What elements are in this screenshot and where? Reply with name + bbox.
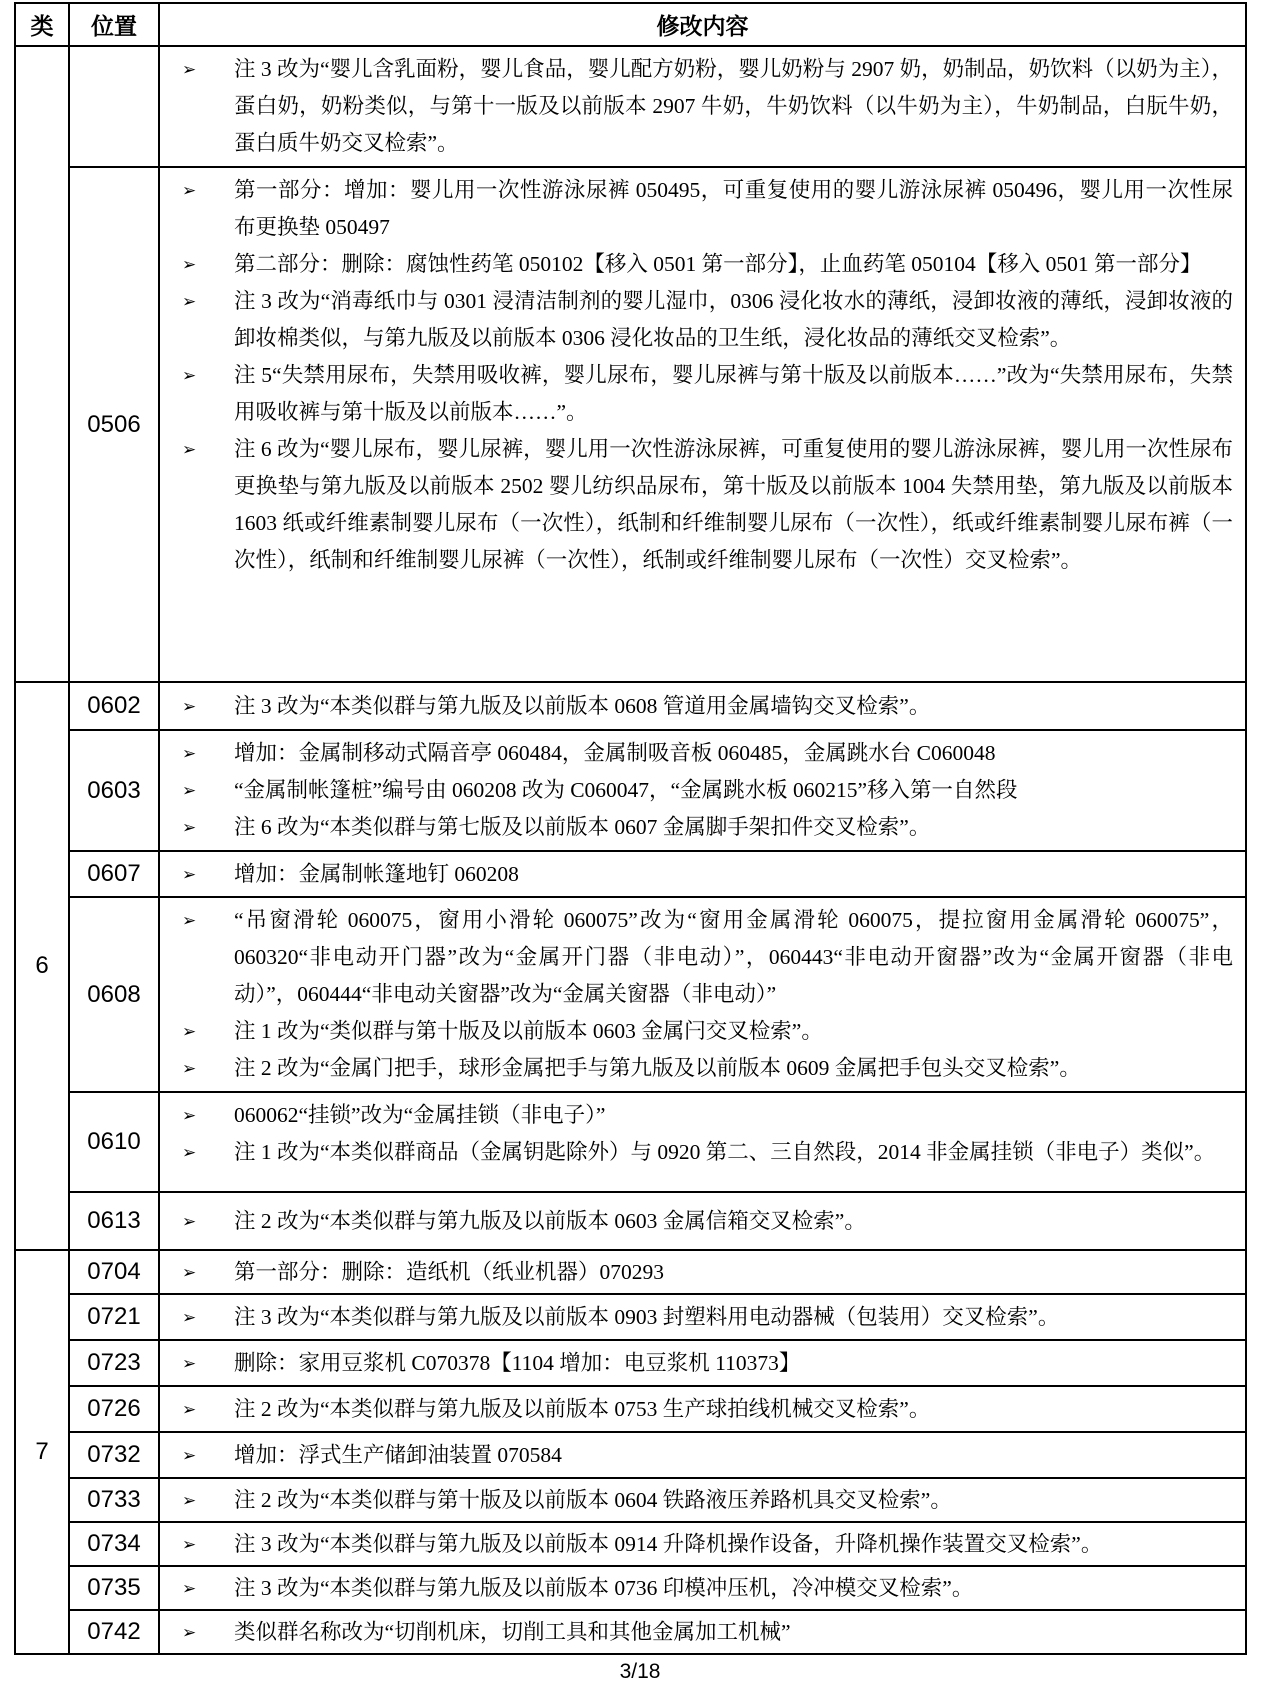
bullet-text: 注 3 改为“婴儿含乳面粉，婴儿食品，婴儿配方奶粉，婴儿奶粉与 2907 奶，奶制品，奶饮料（以奶为主），蛋白奶，奶粉类似，与第十一版及以前版本 2907 牛奶，牛奶饮料（以牛奶为主），牛奶制品，白朊牛奶，蛋白质牛奶交叉检索”。 <box>234 57 1233 155</box>
position-cell: 0733 <box>69 1478 159 1522</box>
bullet-text: “金属制帐篷桩”编号由 060208 改为 C060047，“金属跳水板 060215”移入第一自然段 <box>234 778 1018 802</box>
bullet-item <box>160 1570 1233 1607</box>
bullet-item <box>160 1482 1233 1519</box>
table-row <box>15 1294 1246 1340</box>
bullet-item <box>160 1299 1233 1336</box>
bullet-arrow-icon: ➢ <box>182 1622 197 1643</box>
bullet-item <box>160 1345 1233 1382</box>
table-row <box>15 1478 1246 1522</box>
table-row <box>15 1192 1246 1250</box>
position-cell: 0603 <box>69 730 159 851</box>
bullet-arrow-icon: ➢ <box>182 440 197 460</box>
bullet-arrow-icon: ➢ <box>182 1106 197 1126</box>
bullet-item <box>160 856 1233 893</box>
table-row <box>15 1386 1246 1432</box>
table-row <box>15 1340 1246 1386</box>
bullet-text: 第一部分：删除：造纸机（纸业机器）070293 <box>234 1259 665 1284</box>
bullet-text: 注 6 改为“本类似群与第七版及以前版本 0607 金属脚手架扣件交叉检索”。 <box>234 815 931 839</box>
position-cell: 0742 <box>69 1610 159 1654</box>
table-row <box>15 1610 1246 1654</box>
bullet-arrow-icon: ➢ <box>182 255 197 275</box>
content-cell <box>159 1478 1246 1522</box>
bullet-item <box>160 809 1233 846</box>
position-cell: 0732 <box>69 1432 159 1478</box>
page-number: 3/18 <box>619 1660 661 1683</box>
bullet-text: “吊窗滑轮 060075，窗用小滑轮 060075”改为“窗用金属滑轮 060075，提拉窗用金属滑轮 060075”，060320“非电动开门器”改为“金属开门器（非电动）”，060443“非电动开窗器”改为“金属开窗器（非电动）”，060444“非电动关窗器”改为“金属关窗器（非电动）” <box>234 908 1233 1006</box>
class-cell <box>15 46 69 682</box>
bullet-arrow-icon: ➢ <box>182 1143 197 1163</box>
bullet-text: 060062“挂锁”改为“金属挂锁（非电子）” <box>234 1103 606 1127</box>
position-cell: 0613 <box>69 1192 159 1250</box>
content-cell <box>159 167 1246 682</box>
bullet-text: 增加：金属制帐篷地钉 060208 <box>234 861 519 886</box>
position-cell: 0506 <box>69 167 159 682</box>
table-row <box>15 682 1246 730</box>
bullet-text: 删除：家用豆浆机 C070378【1104 增加：电豆浆机 110373】 <box>234 1350 801 1375</box>
content-cell <box>159 730 1246 851</box>
bullet-item <box>160 735 1233 772</box>
bullet-arrow-icon: ➢ <box>182 818 197 838</box>
bullet-text: 注 1 改为“类似群与第十版及以前版本 0603 金属闩交叉检索”。 <box>234 1019 823 1043</box>
content-cell <box>159 682 1246 730</box>
position-cell: 0721 <box>69 1294 159 1340</box>
bullet-text: 第一部分：增加：婴儿用一次性游泳尿裤 050495，可重复使用的婴儿游泳尿裤 050496，婴儿用一次性尿布更换垫 050497 <box>234 178 1233 239</box>
bullet-arrow-icon: ➢ <box>182 1022 197 1042</box>
bullet-text: 注 1 改为“本类似群商品（金属钥匙除外）与 0920 第二、三自然段，2014 非金属挂锁（非电子）类似”。 <box>234 1140 1216 1164</box>
bullet-item <box>160 1437 1233 1474</box>
bullet-item <box>160 1526 1233 1563</box>
class-cell: 6 <box>15 682 69 1250</box>
bullet-item <box>160 1254 1233 1291</box>
bullet-item <box>160 283 1233 357</box>
position-cell <box>69 46 159 167</box>
header-position: 位置 <box>69 3 159 46</box>
bullet-text: 类似群名称改为“切削机床，切削工具和其他金属加工机械” <box>234 1619 791 1644</box>
position-cell: 0608 <box>69 897 159 1092</box>
bullet-arrow-icon: ➢ <box>182 1445 197 1466</box>
bullet-item <box>160 1203 1233 1240</box>
bullet-item <box>160 1050 1233 1087</box>
content-cell <box>159 1432 1246 1478</box>
position-cell: 0734 <box>69 1522 159 1566</box>
table-row <box>15 1522 1246 1566</box>
table-row <box>15 730 1246 851</box>
bullet-item <box>160 1097 1233 1134</box>
content-cell <box>159 1610 1246 1654</box>
content-cell <box>159 1522 1246 1566</box>
class-cell: 7 <box>15 1250 69 1654</box>
bullet-text: 注 3 改为“本类似群与第九版及以前版本 0608 管道用金属墙钩交叉检索”。 <box>234 693 931 718</box>
content-cell <box>159 1340 1246 1386</box>
bullet-item <box>160 1391 1233 1428</box>
bullet-text: 注 2 改为“本类似群与第十版及以前版本 0604 铁路液压养路机具交叉检索”。 <box>234 1487 952 1512</box>
bullet-text: 注 3 改为“本类似群与第九版及以前版本 0903 封塑料用电动器械（包装用）交叉检索”。 <box>234 1304 1060 1329</box>
content-cell <box>159 851 1246 897</box>
table-row <box>15 851 1246 897</box>
bullet-arrow-icon: ➢ <box>182 292 197 312</box>
bullet-arrow-icon: ➢ <box>182 366 197 386</box>
bullet-item <box>160 772 1233 809</box>
table-row <box>15 167 1246 682</box>
position-cell: 0723 <box>69 1340 159 1386</box>
bullet-item <box>160 246 1233 283</box>
position-cell: 0610 <box>69 1092 159 1192</box>
bullet-text: 注 5“失禁用尿布，失禁用吸收裤，婴儿尿布，婴儿尿裤与第十版及以前版本……”改为“失禁用尿布，失禁用吸收裤与第十版及以前版本……”。 <box>234 363 1233 424</box>
bullet-text: 增加：浮式生产储卸油装置 070584 <box>234 1442 562 1467</box>
position-cell: 0704 <box>69 1250 159 1294</box>
bullet-arrow-icon: ➢ <box>182 1211 197 1232</box>
content-cell <box>159 1566 1246 1610</box>
header-class: 类 <box>15 3 69 46</box>
table-row <box>15 1092 1246 1192</box>
bullet-arrow-icon: ➢ <box>182 864 197 885</box>
position-cell: 0607 <box>69 851 159 897</box>
bullet-text: 注 3 改为“本类似群与第九版及以前版本 0736 印模冲压机，冷冲模交叉检索”。 <box>234 1575 974 1600</box>
header-content: 修改内容 <box>159 3 1246 46</box>
table-row <box>15 1432 1246 1478</box>
content-cell <box>159 1386 1246 1432</box>
content-cell <box>159 1092 1246 1192</box>
bullet-text: 注 2 改为“金属门把手，球形金属把手与第九版及以前版本 0609 金属把手包头交叉检索”。 <box>234 1056 1081 1080</box>
bullet-arrow-icon: ➢ <box>182 696 197 717</box>
table-row <box>15 1566 1246 1610</box>
position-cell: 0735 <box>69 1566 159 1610</box>
bullet-item <box>160 688 1233 725</box>
bullet-arrow-icon: ➢ <box>182 911 197 931</box>
bullet-item <box>160 51 1233 162</box>
bullet-item <box>160 1013 1233 1050</box>
content-cell <box>159 897 1246 1092</box>
table-row <box>15 46 1246 167</box>
position-cell: 0726 <box>69 1386 159 1432</box>
bullet-item <box>160 902 1233 1013</box>
bullet-item <box>160 431 1233 579</box>
bullet-arrow-icon: ➢ <box>182 1059 197 1079</box>
table-row <box>15 1250 1246 1294</box>
bullet-item <box>160 172 1233 246</box>
bullet-item <box>160 1614 1233 1651</box>
content-cell <box>159 1192 1246 1250</box>
bullet-arrow-icon: ➢ <box>182 781 197 801</box>
bullet-arrow-icon: ➢ <box>182 60 197 80</box>
bullet-text: 注 6 改为“婴儿尿布，婴儿尿裤，婴儿用一次性游泳尿裤，可重复使用的婴儿游泳尿裤，婴儿用一次性尿布更换垫与第九版及以前版本 2502 婴儿纺织品尿布，第十版及以前版本 1004 失禁用垫，第九版及以前版本 1603 纸或纤维素制婴儿尿布（一次性），纸制和纤维制婴儿尿布（一次性），纸或纤维素制婴儿尿布裤（一次性），纸制和纤维制婴儿尿裤（一次性），纸制或纤维制婴儿尿布（一次性）交叉检索”。 <box>234 437 1233 572</box>
bullet-arrow-icon: ➢ <box>182 1490 197 1511</box>
bullet-arrow-icon: ➢ <box>182 1399 197 1420</box>
bullet-item <box>160 1134 1233 1171</box>
content-cell <box>159 1294 1246 1340</box>
bullet-text: 增加：金属制移动式隔音亭 060484，金属制吸音板 060485，金属跳水台 C060048 <box>234 741 996 765</box>
bullet-text: 注 3 改为“消毒纸巾与 0301 浸清洁制剂的婴儿湿巾，0306 浸化妆水的薄纸，浸卸妆液的薄纸，浸卸妆液的卸妆棉类似，与第九版及以前版本 0306 浸化妆品的卫生纸，浸化妆品的薄纸交叉检索”。 <box>234 289 1233 350</box>
content-cell <box>159 46 1246 167</box>
bullet-arrow-icon: ➢ <box>182 1534 197 1555</box>
bullet-arrow-icon: ➢ <box>182 1307 197 1328</box>
bullet-arrow-icon: ➢ <box>182 1262 197 1283</box>
bullet-item <box>160 357 1233 431</box>
table-header-row <box>15 3 1246 46</box>
bullet-arrow-icon: ➢ <box>182 744 197 764</box>
bullet-arrow-icon: ➢ <box>182 1353 197 1374</box>
modification-table <box>14 2 1247 1655</box>
bullet-text: 注 2 改为“本类似群与第九版及以前版本 0753 生产球拍线机械交叉检索”。 <box>234 1396 931 1421</box>
bullet-arrow-icon: ➢ <box>182 1578 197 1599</box>
bullet-text: 注 3 改为“本类似群与第九版及以前版本 0914 升降机操作设备，升降机操作装置交叉检索”。 <box>234 1531 1103 1556</box>
bullet-text: 第二部分：删除：腐蚀性药笔 050102【移入 0501 第一部分】，止血药笔 050104【移入 0501 第一部分】 <box>234 252 1202 276</box>
table-row <box>15 897 1246 1092</box>
bullet-text: 注 2 改为“本类似群与第九版及以前版本 0603 金属信箱交叉检索”。 <box>234 1208 866 1233</box>
content-cell <box>159 1250 1246 1294</box>
position-cell: 0602 <box>69 682 159 730</box>
bullet-arrow-icon: ➢ <box>182 181 197 201</box>
